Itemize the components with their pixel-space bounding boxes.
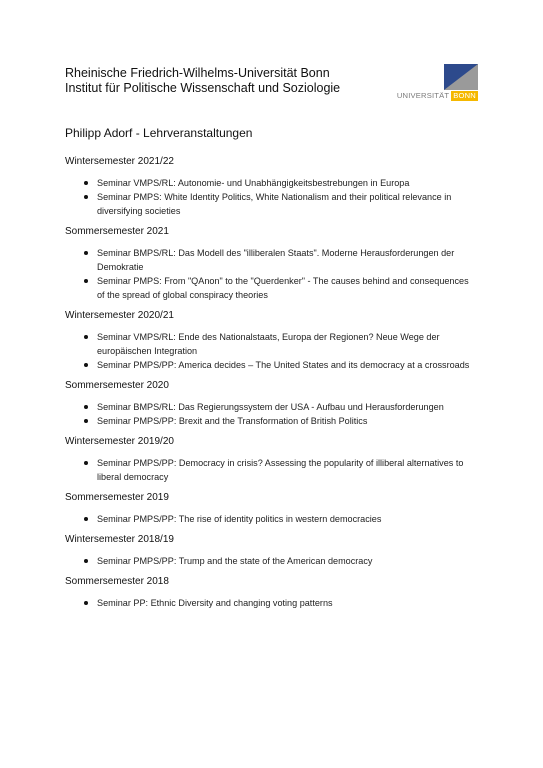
bullet-icon [84,195,88,199]
semester-section [65,576,485,610]
semester-title: Wintersemester 2021/22 [65,156,174,167]
bullet-icon [84,335,88,339]
semester-title: Wintersemester 2020/21 [65,310,174,321]
course-item [65,274,475,302]
semester-title: Sommersemester 2018 [65,576,169,587]
logo-universitaet: UNIVERSITÄT [396,91,450,100]
course-list [65,400,485,428]
course-item [65,512,475,526]
university-logo [382,64,478,102]
semester-section [65,492,485,526]
semester-section [65,156,485,218]
bullet-icon [84,461,88,465]
bullet-icon [84,405,88,409]
logo-graphic [444,64,478,90]
logo-wordmark [397,91,478,101]
course-title: Seminar VMPS/RL: Autonomie- und Unabhängigkeitsbestrebungen in Europa [97,178,410,188]
semester-section [65,226,485,302]
bullet-icon [84,363,88,367]
semester-title: Wintersemester 2019/20 [65,436,174,447]
course-title: Seminar VMPS/RL: Ende des Nationalstaats, Europa der Regionen? Neue Wege der europäischen Integration [97,332,440,356]
course-item [65,190,475,218]
semester-section [65,436,485,484]
university-name: Rheinische Friedrich-Wilhelms-Universität Bonn [65,66,330,80]
course-list [65,596,485,610]
course-title: Seminar BMPS/RL: Das Modell des "illiberalen Staats". Moderne Herausforderungen der Demokratie [97,248,455,272]
institute-name: Institut für Politische Wissenschaft und Soziologie [65,81,341,95]
bullet-icon [84,181,88,185]
course-title: Seminar PMPS/PP: America decides – The United States and its democracy at a crossroads [97,360,470,370]
semester-title: Sommersemester 2021 [65,226,169,237]
semester-title: Sommersemester 2020 [65,380,169,391]
course-title: Seminar PMPS: White Identity Politics, White Nationalism and their political relevance in diversifying societies [97,192,452,216]
course-title: Seminar PMPS/PP: Democracy in crisis? Assessing the popularity of illiberal alternatives to liberal democracy [97,458,464,482]
bullet-icon [84,251,88,255]
bullet-icon [84,419,88,423]
course-list [65,512,485,526]
course-title: Seminar PMPS: From "QAnon" to the "Querdenker" - The causes behind and consequences of the spread of global conspiracy theories [97,276,469,300]
course-title: Seminar BMPS/RL: Das Regierungssystem der USA - Aufbau und Herausforderungen [97,402,444,412]
course-item [65,596,475,610]
bullet-icon [84,517,88,521]
semester-title: Wintersemester 2018/19 [65,534,174,545]
course-list [65,330,485,372]
course-item [65,176,475,190]
course-item [65,554,475,568]
course-list [65,456,485,484]
semester-section [65,380,485,428]
semester-section [65,310,485,372]
bullet-icon [84,559,88,563]
course-item [65,456,475,484]
course-title: Seminar PMPS/PP: The rise of identity politics in western democracies [97,514,382,524]
logo-bonn: BONN [453,91,476,100]
course-item [65,358,475,372]
course-item [65,330,475,358]
bullet-icon [84,601,88,605]
course-title: Seminar PP: Ethnic Diversity and changing voting patterns [97,598,333,608]
semester-list [65,156,485,618]
bullet-icon [84,279,88,283]
course-title: Seminar PMPS/PP: Trump and the state of the American democracy [97,556,373,566]
semester-title: Sommersemester 2019 [65,492,169,503]
course-list [65,176,485,218]
semester-section [65,534,485,568]
page-title: Philipp Adorf - Lehrveranstaltungen [65,126,253,140]
course-list [65,554,485,568]
course-list [65,246,485,302]
course-item [65,400,475,414]
course-title: Seminar PMPS/PP: Brexit and the Transformation of British Politics [97,416,368,426]
course-item [65,246,475,274]
course-item [65,414,475,428]
